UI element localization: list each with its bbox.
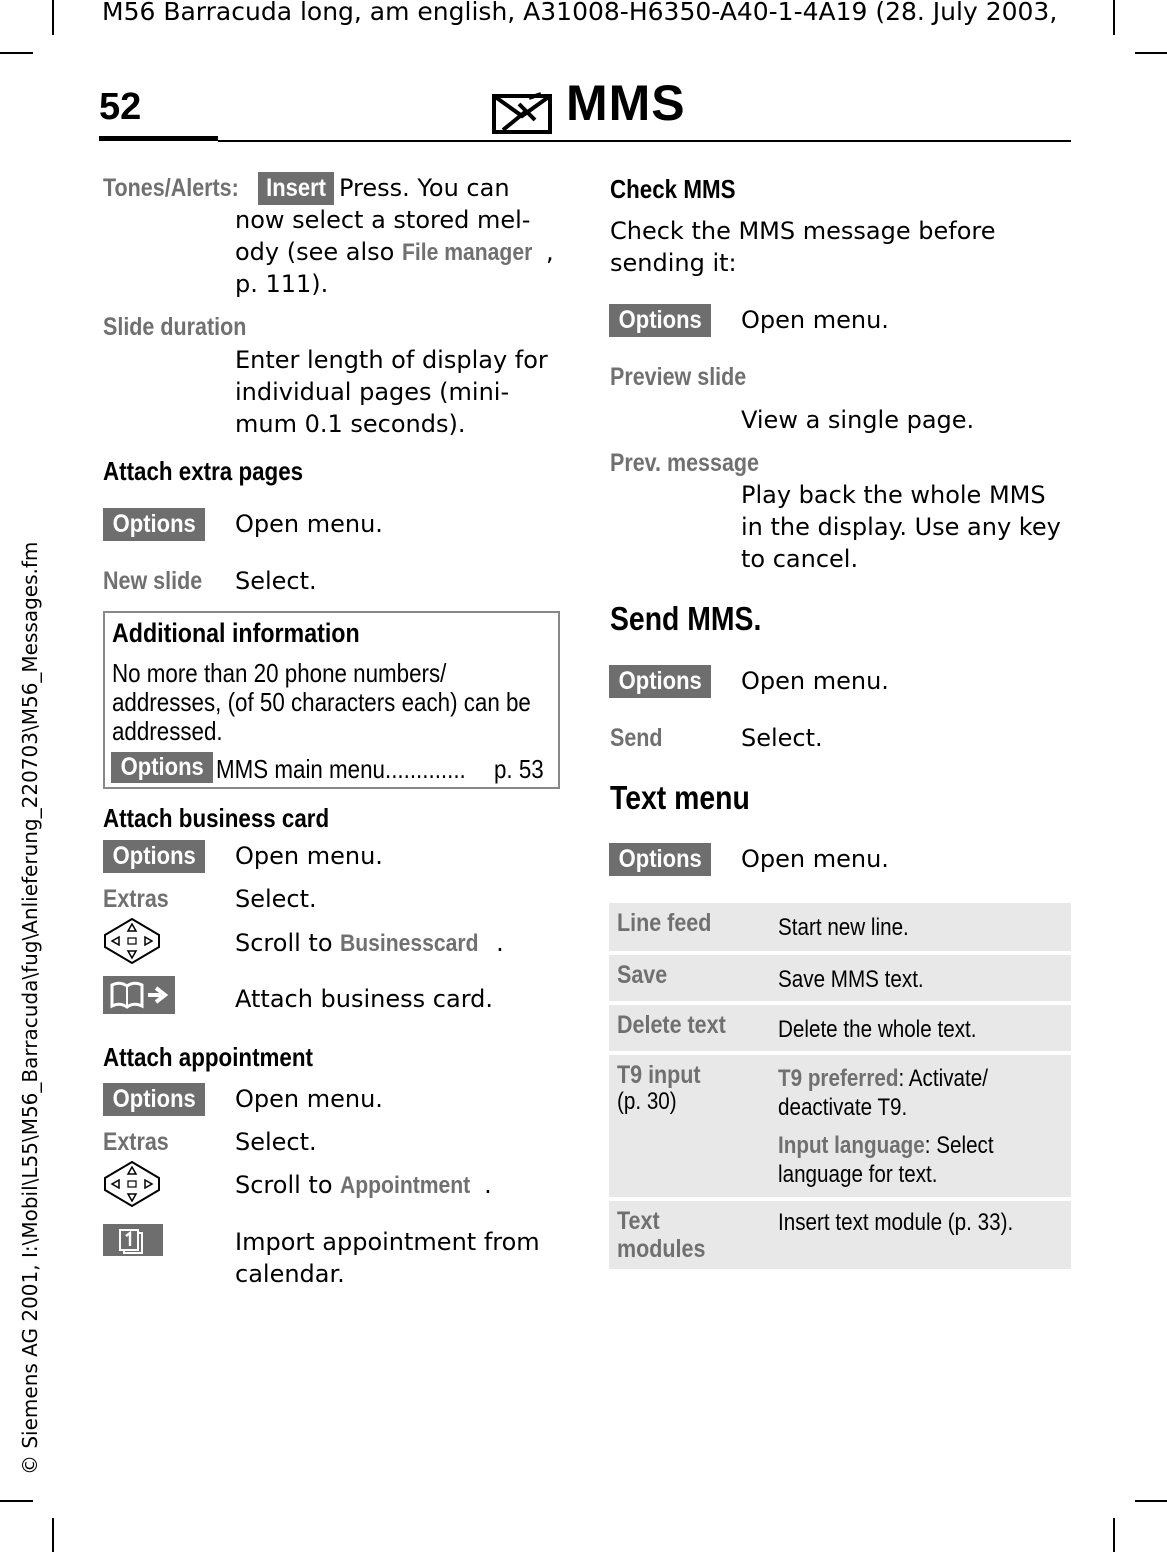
tones-text-line: Press. You can bbox=[339, 174, 510, 202]
select-text: Select. bbox=[235, 567, 317, 595]
table-row bbox=[609, 1005, 1071, 1051]
extras-item[interactable]: Extras bbox=[103, 1128, 169, 1156]
line-feed-item[interactable]: Line feed bbox=[617, 909, 712, 937]
mms-main-menu-page: p. 53 bbox=[494, 754, 544, 784]
open-menu-text: Open menu. bbox=[235, 510, 383, 538]
input-language-ref: Input language bbox=[778, 1132, 925, 1159]
crop-mark bbox=[1135, 1500, 1167, 1502]
info-box-title: Additional information bbox=[112, 618, 360, 648]
extras-item[interactable]: Extras bbox=[103, 885, 169, 913]
options-softkey[interactable]: Options bbox=[103, 840, 205, 873]
crop-mark bbox=[52, 1518, 54, 1552]
table-row bbox=[609, 903, 1071, 951]
open-menu-text: Open menu. bbox=[235, 842, 383, 870]
options-softkey[interactable]: Options bbox=[103, 508, 205, 541]
row-text: Insert text module (p. 33). bbox=[778, 1209, 1014, 1236]
crop-mark bbox=[52, 0, 54, 35]
appointment-ref: Appointment bbox=[340, 1172, 471, 1199]
business-card-heading: Attach business card bbox=[103, 803, 330, 833]
text-menu-table bbox=[609, 903, 1071, 1273]
scroll-text: Scroll to Appointment . bbox=[235, 1169, 492, 1202]
info-box-line: addresses, (of 50 characters each) can be bbox=[112, 687, 531, 717]
options-softkey[interactable]: Options bbox=[609, 304, 711, 337]
file-manager-ref: File manager bbox=[401, 239, 533, 266]
info-box-line: addressed. bbox=[112, 716, 223, 746]
open-menu-text: Open menu. bbox=[741, 845, 889, 873]
attach-card-text: Attach business card. bbox=[235, 985, 493, 1013]
file-path-sidebar: © Siemens AG 2001, I:\Mobil\L55\M56_Barracuda\fug\Anlieferung_220703\M56_Messages.fm bbox=[18, 541, 42, 1475]
open-menu-text: Open menu. bbox=[741, 667, 889, 695]
tones-text-line: ody (see also File manager , bbox=[235, 236, 554, 269]
row-text: Input language: Select language for text. bbox=[778, 1132, 994, 1188]
t9-input-item[interactable]: T9 input bbox=[617, 1061, 701, 1089]
crop-mark bbox=[0, 52, 33, 54]
crop-mark bbox=[0, 1500, 33, 1502]
check-intro: Check the MMS message before bbox=[610, 217, 996, 245]
crop-mark bbox=[1113, 1518, 1115, 1552]
slide-duration-text: mum 0.1 seconds). bbox=[235, 410, 466, 438]
send-item[interactable]: Send bbox=[610, 724, 663, 752]
tones-text-line: now select a stored mel- bbox=[235, 206, 531, 234]
preview-text: View a single page. bbox=[741, 406, 975, 434]
slide-duration-text: Enter length of display for bbox=[235, 346, 548, 374]
import-text: calendar. bbox=[235, 1260, 345, 1288]
table-row bbox=[609, 1055, 1071, 1197]
check-intro: sending it: bbox=[610, 249, 737, 277]
prev-text: in the display. Use any key bbox=[741, 513, 1061, 541]
row-text: Save MMS text. bbox=[778, 966, 924, 993]
new-slide-item[interactable]: New slide bbox=[103, 567, 203, 595]
scroll-text: Scroll to Businesscard . bbox=[235, 927, 504, 960]
options-softkey[interactable]: Options bbox=[103, 1083, 205, 1116]
select-text: Select. bbox=[235, 885, 317, 913]
preview-slide-item[interactable]: Preview slide bbox=[610, 363, 747, 391]
mms-envelope-icon bbox=[491, 90, 555, 136]
text-menu-heading: Text menu bbox=[610, 779, 750, 816]
slide-duration-text: individual pages (mini- bbox=[235, 378, 510, 406]
document-id: M56 Barracuda long, am english, A31008-H6350-A40-1-4A19 (28. July 2003, bbox=[102, 0, 1058, 26]
crop-mark bbox=[1113, 0, 1115, 35]
send-mms-heading: Send MMS. bbox=[610, 600, 762, 637]
prev-text: to cancel. bbox=[741, 545, 859, 573]
t9-preferred-ref: T9 preferred bbox=[778, 1065, 899, 1092]
options-softkey[interactable]: Options bbox=[609, 665, 711, 698]
crop-mark bbox=[1135, 52, 1167, 54]
save-item[interactable]: Save bbox=[617, 961, 668, 989]
info-box-line: No more than 20 phone numbers/ bbox=[112, 658, 447, 688]
select-text: Select. bbox=[741, 724, 823, 752]
prev-message-item[interactable]: Prev. message bbox=[610, 449, 760, 477]
text-modules-item[interactable]: Text modules bbox=[617, 1207, 706, 1263]
section-title: MMS bbox=[566, 75, 686, 131]
options-softkey[interactable]: Options bbox=[609, 843, 711, 876]
table-row bbox=[609, 955, 1071, 1001]
prev-text: Play back the whole MMS bbox=[741, 481, 1046, 509]
navigation-key-icon bbox=[103, 917, 161, 965]
delete-text-item[interactable]: Delete text bbox=[617, 1011, 726, 1039]
import-text: Import appointment from bbox=[235, 1228, 540, 1256]
tones-alerts-label: Tones/Alerts: bbox=[103, 174, 239, 202]
page-number: 52 bbox=[99, 86, 142, 128]
open-menu-text: Open menu. bbox=[741, 306, 889, 334]
check-mms-heading: Check MMS bbox=[610, 174, 736, 204]
row-text: T9 preferred: Activate/ deactivate T9. bbox=[778, 1065, 988, 1121]
navigation-key-icon bbox=[103, 1160, 161, 1208]
options-softkey[interactable]: Options bbox=[111, 752, 213, 783]
t9-page-ref: (p. 30) bbox=[617, 1088, 677, 1115]
calendar-import-key-icon[interactable] bbox=[103, 1224, 163, 1256]
insert-softkey[interactable]: Insert bbox=[258, 172, 334, 205]
slide-duration-label: Slide duration bbox=[103, 313, 247, 341]
select-text: Select. bbox=[235, 1128, 317, 1156]
open-menu-text: Open menu. bbox=[235, 1085, 383, 1113]
attach-pages-heading: Attach extra pages bbox=[103, 456, 304, 486]
header-rule bbox=[218, 140, 1071, 142]
appointment-heading: Attach appointment bbox=[103, 1042, 313, 1072]
tones-text-line: p. 111). bbox=[235, 270, 329, 298]
phonebook-attach-key-icon[interactable] bbox=[103, 976, 175, 1014]
businesscard-ref: Businesscard bbox=[340, 930, 479, 957]
mms-main-menu-ref[interactable]: MMS main menu............. bbox=[216, 754, 466, 784]
page-number-underline bbox=[99, 136, 218, 141]
row-text: Delete the whole text. bbox=[778, 1016, 977, 1043]
table-row bbox=[609, 1201, 1071, 1269]
additional-info-box bbox=[103, 611, 560, 789]
row-text: Start new line. bbox=[778, 914, 909, 941]
